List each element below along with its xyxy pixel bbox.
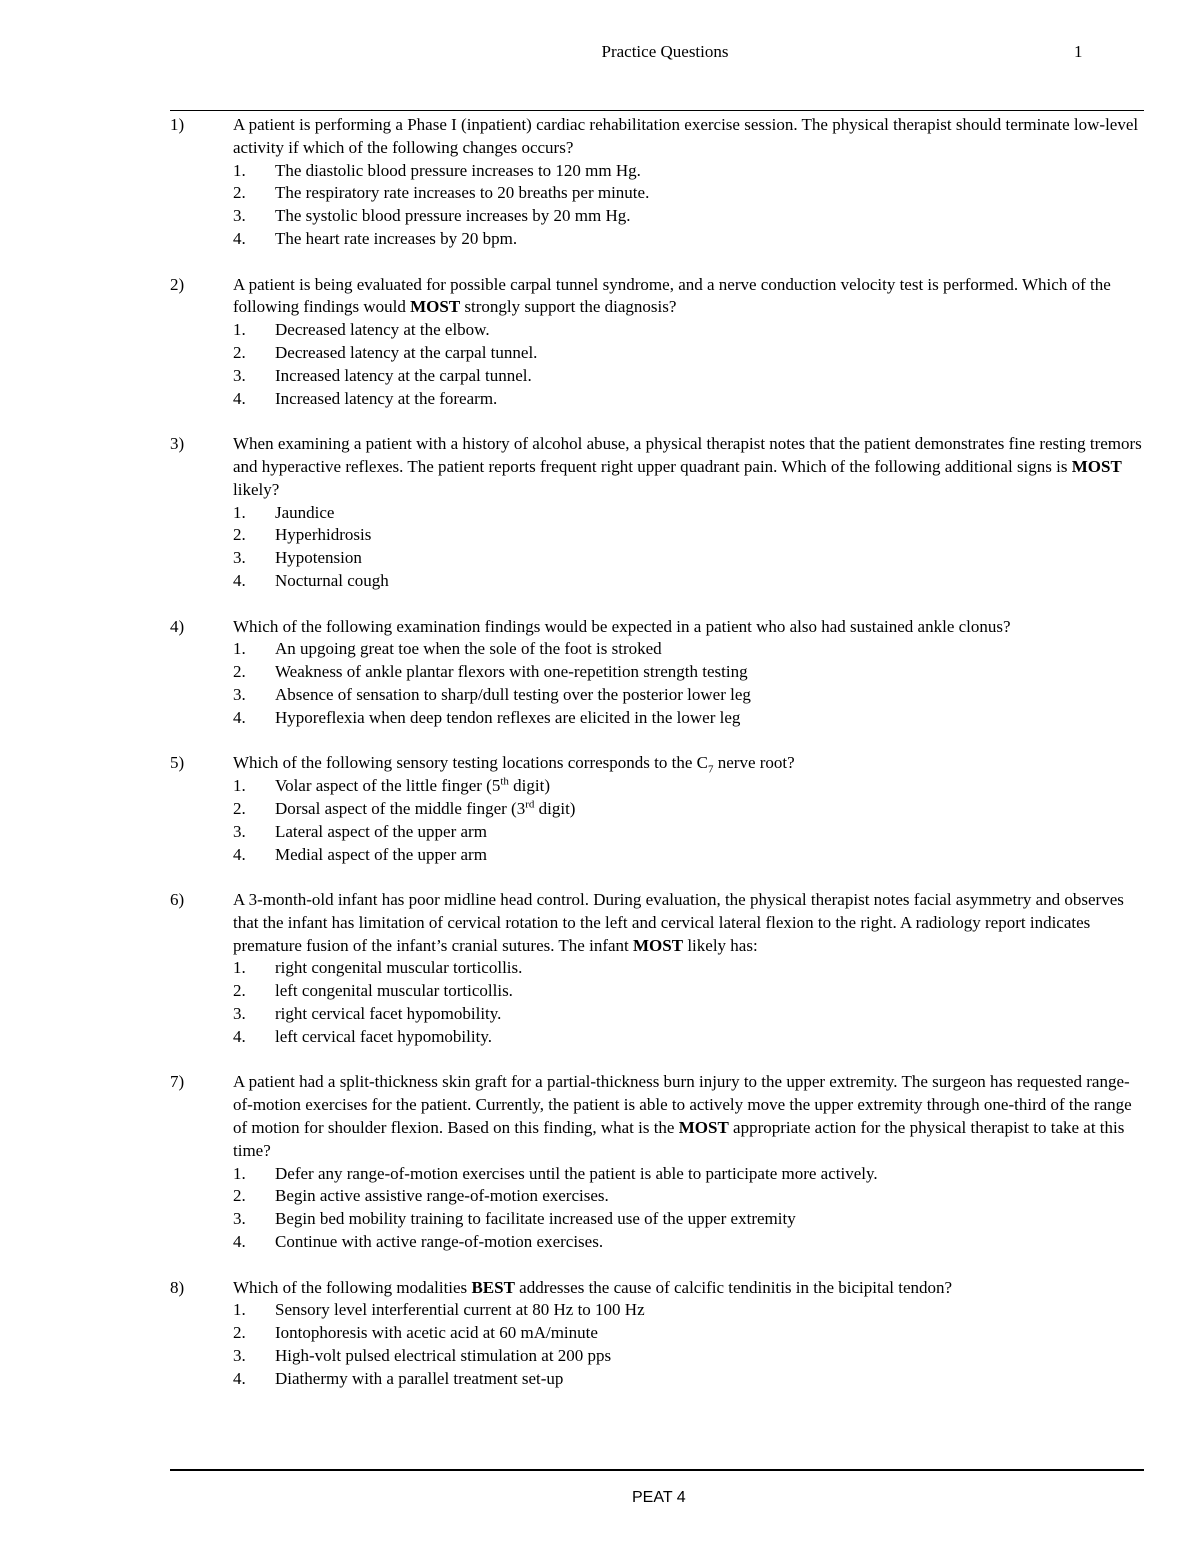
answer-option (233, 821, 1145, 844)
option-number: 1. (233, 502, 246, 522)
option-text: left cervical facet hypomobility. (275, 1026, 492, 1046)
stem-text: 7 (707, 763, 714, 776)
answer-option (233, 570, 1145, 593)
answer-option (233, 957, 1145, 980)
question-7 (170, 1071, 1145, 1253)
answer-option (233, 1345, 1145, 1368)
option-number: 2. (233, 798, 246, 818)
option-text: rd (525, 798, 535, 811)
option-number: 1. (233, 1163, 246, 1183)
answer-option (233, 775, 1145, 798)
option-text: Nocturnal cough (275, 570, 389, 590)
option-number: 3. (233, 365, 246, 385)
answer-option (233, 160, 1145, 183)
answer-option (233, 342, 1145, 365)
option-number: 4. (233, 1232, 246, 1252)
option-text: left congenital muscular torticollis. (275, 981, 513, 1001)
option-number: 2. (233, 1186, 246, 1206)
option-number: 2. (233, 525, 246, 545)
question-stem (233, 1277, 1145, 1300)
question-body (233, 433, 1145, 593)
option-text: Increased latency at the carpal tunnel. (275, 365, 532, 385)
question-number: 1) (170, 115, 185, 134)
question-body (233, 114, 1145, 251)
option-text: Weakness of ankle plantar flexors with one-repetition strength testing (275, 662, 748, 682)
option-number: 3. (233, 821, 246, 841)
option-text: Increased latency at the forearm. (275, 388, 498, 408)
option-number: 3. (233, 206, 246, 226)
answer-options (233, 502, 1145, 593)
question-body (233, 274, 1145, 411)
question-stem (233, 752, 1145, 775)
option-text: The diastolic blood pressure increases to 120 mm Hg. (275, 160, 641, 180)
option-number: 4. (233, 707, 246, 727)
answer-option (233, 365, 1145, 388)
emphasis-text: BEST (471, 1277, 515, 1297)
answer-option (233, 182, 1145, 205)
option-number: 2. (233, 342, 246, 362)
question-stem (233, 114, 1145, 160)
answer-option (233, 524, 1145, 547)
option-number: 2. (233, 662, 246, 682)
question-body (233, 616, 1145, 730)
option-text: Jaundice (275, 502, 335, 522)
answer-option (233, 707, 1145, 730)
option-text: right cervical facet hypomobility. (275, 1004, 502, 1024)
answer-option (233, 319, 1145, 342)
stem-text: strongly support the diagnosis? (460, 297, 677, 317)
option-text: digit) (534, 798, 576, 818)
question-stem (233, 889, 1145, 957)
option-number: 2. (233, 1323, 246, 1343)
question-stem (233, 1071, 1145, 1162)
option-text: Decreased latency at the elbow. (275, 320, 490, 340)
stem-text: A patient is performing a Phase I (inpatient) cardiac rehabilitation exercise session. The physical therapist should terminate low-level activity if which of the following changes occurs? (233, 115, 1139, 157)
question-5 (170, 752, 1145, 866)
question-6 (170, 889, 1145, 1049)
answer-options (233, 957, 1145, 1048)
answer-option (233, 1185, 1145, 1208)
footer-divider (170, 1469, 1144, 1471)
answer-option (233, 798, 1145, 821)
answer-options (233, 160, 1145, 251)
option-number: 1. (233, 639, 246, 659)
option-text: Continue with active range-of-motion exercises. (275, 1232, 604, 1252)
question-body (233, 752, 1145, 866)
stem-text: Which of the following modalities (233, 1277, 472, 1297)
answer-option (233, 228, 1145, 251)
stem-text: A 3-month-old infant has poor midline head control. During evaluation, the physical therapist notes facial asymmetry and observes that the infant has limitation of cervical rotation to the left and cervical lateral flexion to the right. A radiology report indicates premature fusion of the infant’s cranial sutures. The infant (233, 890, 1124, 955)
emphasis-text: MOST (410, 297, 461, 317)
stem-text: A patient had a split-thickness skin graft for a partial-thickness burn injury to the upper extremity. The surgeon has requested range-of-motion exercises for the patient. Currently, the patient is able to actively move the upper extremity through one-third of the range of motion for shoulder flexion. Based on this finding, what is the (233, 1072, 1132, 1138)
option-number: 3. (233, 548, 246, 568)
option-text: An upgoing great toe when the sole of the foot is stroked (275, 639, 662, 659)
answer-option (233, 661, 1145, 684)
option-text: Dorsal aspect of the middle finger (3 (275, 798, 526, 818)
answer-option (233, 1322, 1145, 1345)
option-text: Lateral aspect of the upper arm (275, 821, 487, 841)
answer-options (233, 775, 1145, 866)
question-2 (170, 274, 1145, 411)
answer-options (233, 319, 1145, 410)
emphasis-text: MOST (678, 1118, 729, 1138)
option-text: Begin bed mobility training to facilitate increased use of the upper extremity (275, 1209, 796, 1229)
page-header-title: Practice Questions (601, 42, 729, 61)
answer-option (233, 1231, 1145, 1254)
answer-option (233, 1163, 1145, 1186)
stem-text: appropriate action for the physical therapist to take at this time? (233, 1118, 1125, 1160)
answer-option (233, 1003, 1145, 1026)
answer-option (233, 980, 1145, 1003)
page-number: 1 (1074, 42, 1083, 61)
stem-text: nerve root? (713, 753, 795, 773)
answer-options (233, 1163, 1145, 1254)
answer-option (233, 1208, 1145, 1231)
option-text: Volar aspect of the little finger (5 (275, 776, 501, 796)
answer-option (233, 1026, 1145, 1049)
question-number: 4) (170, 616, 185, 636)
answer-options (233, 638, 1145, 729)
option-text: The respiratory rate increases to 20 breaths per minute. (275, 183, 650, 203)
stem-text: likely has: (683, 935, 758, 955)
option-number: 3. (233, 684, 246, 704)
question-1 (170, 114, 1145, 251)
question-stem (233, 274, 1145, 320)
stem-text: Which of the following examination findings would be expected in a patient who also had sustained ankle clonus? (233, 616, 1011, 636)
option-text: Begin active assistive range-of-motion exercises. (275, 1186, 609, 1206)
answer-option (233, 1368, 1145, 1391)
emphasis-text: MOST (633, 935, 684, 955)
question-number: 2) (170, 274, 185, 294)
answer-option (233, 205, 1145, 228)
option-text: Decreased latency at the carpal tunnel. (275, 342, 538, 362)
option-text: Hyporeflexia when deep tendon reflexes are elicited in the lower leg (275, 707, 741, 727)
option-text: Sensory level interferential current at 80 Hz to 100 Hz (275, 1300, 645, 1320)
question-stem (233, 433, 1145, 501)
question-body (233, 1277, 1145, 1391)
option-number: 4. (233, 1026, 246, 1046)
option-number: 1. (233, 958, 246, 978)
option-text: The heart rate increases by 20 bpm. (275, 228, 518, 248)
option-text: Hypotension (275, 548, 362, 568)
answer-option (233, 388, 1145, 411)
question-8 (170, 1277, 1145, 1391)
question-number: 3) (170, 434, 185, 454)
question-number: 6) (170, 890, 185, 910)
stem-text: addresses the cause of calcific tendinitis in the bicipital tendon? (514, 1277, 953, 1297)
stem-text: Which of the following sensory testing locations corresponds to the C (233, 753, 708, 773)
option-number: 2. (233, 981, 246, 1001)
question-number: 5) (170, 753, 185, 773)
option-text: digit) (508, 776, 550, 796)
emphasis-text: MOST (1071, 456, 1122, 476)
option-number: 4. (233, 388, 246, 408)
option-number: 1. (233, 776, 246, 796)
header-divider (170, 110, 1144, 111)
option-text: High-volt pulsed electrical stimulation at 200 pps (275, 1346, 612, 1366)
question-4 (170, 616, 1145, 730)
answer-option (233, 638, 1145, 661)
question-stem (233, 616, 1145, 639)
stem-text: A patient is being evaluated for possible carpal tunnel syndrome, and a nerve conduction velocity test is performed. Which of the following findings would (233, 274, 1111, 317)
question-body (233, 889, 1145, 1049)
option-number: 2. (233, 183, 246, 203)
question-body (233, 1071, 1145, 1253)
answer-option (233, 844, 1145, 867)
option-text: Hyperhidrosis (275, 525, 372, 545)
option-text: Absence of sensation to sharp/dull testing over the posterior lower leg (275, 684, 751, 704)
answer-option (233, 502, 1145, 525)
answer-option (233, 684, 1145, 707)
option-number: 1. (233, 1300, 246, 1320)
option-number: 3. (233, 1004, 246, 1024)
question-number: 8) (170, 1277, 185, 1297)
option-number: 3. (233, 1346, 246, 1366)
option-text: The systolic blood pressure increases by 20 mm Hg. (275, 206, 631, 226)
option-text: Defer any range-of-motion exercises until the patient is able to participate more actively. (275, 1163, 878, 1183)
question-list (170, 114, 1145, 1413)
answer-options (233, 1299, 1145, 1390)
answer-option (233, 1299, 1145, 1322)
option-text: Iontophoresis with acetic acid at 60 mA/minute (275, 1323, 598, 1343)
answer-option (233, 547, 1145, 570)
option-number: 4. (233, 844, 246, 864)
question-number: 7) (170, 1072, 185, 1092)
question-3 (170, 433, 1145, 593)
option-number: 4. (233, 570, 246, 590)
option-text: right congenital muscular torticollis. (275, 958, 523, 978)
option-text: Diathermy with a parallel treatment set-up (275, 1368, 564, 1388)
option-number: 4. (233, 228, 246, 248)
option-number: 1. (233, 160, 246, 180)
option-number: 1. (233, 320, 246, 340)
option-text: th (500, 775, 509, 788)
stem-text: When examining a patient with a history of alcohol abuse, a physical therapist notes that the patient demonstrates fine resting tremors and hyperactive reflexes. The patient reports frequent right upper quadrant pain. Which of the following additional signs is (233, 434, 1142, 476)
option-number: 4. (233, 1368, 246, 1388)
page-footer: PEAT 4 (632, 1489, 686, 1506)
stem-text: likely? (233, 479, 280, 499)
option-text: Medial aspect of the upper arm (275, 844, 487, 864)
option-number: 3. (233, 1209, 246, 1229)
